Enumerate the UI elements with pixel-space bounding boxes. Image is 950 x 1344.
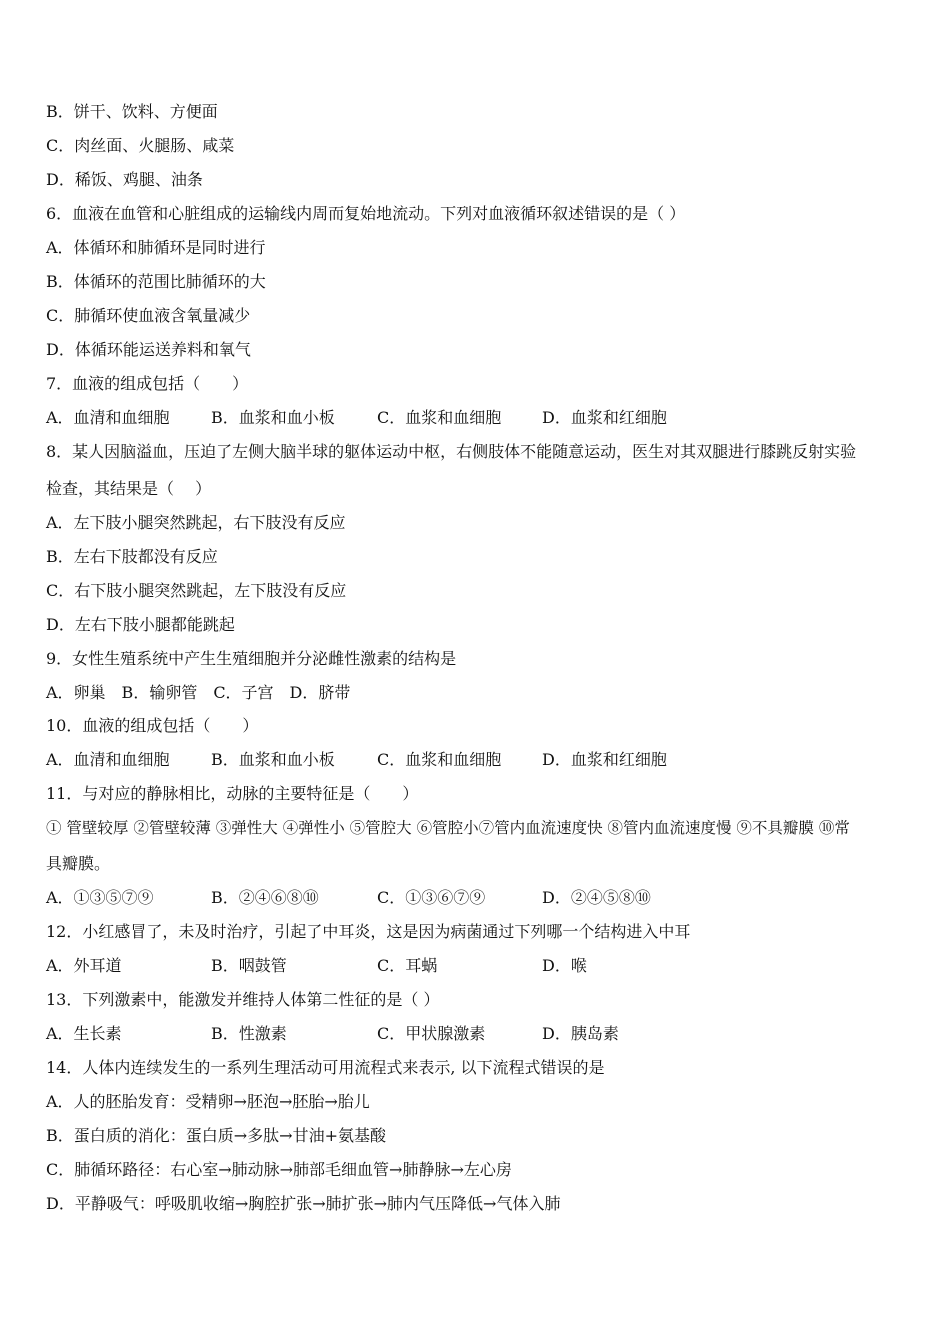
q12-option-d: D．喉 [542, 956, 587, 975]
q13-option-b: B．性激素 [211, 1024, 287, 1043]
q10-option-d: D．血浆和红细胞 [542, 750, 667, 769]
q5-option-d: D．稀饭、鸡腿、油条 [46, 170, 203, 189]
q7-option-d: D．血浆和红细胞 [542, 408, 667, 427]
q8-option-b: B．左右下肢都没有反应 [46, 547, 218, 566]
q8-option-c: C．右下肢小腿突然跳起，左下肢没有反应 [46, 581, 347, 600]
q12-option-a: A．外耳道 [46, 956, 122, 975]
q13-option-d: D．胰岛素 [542, 1024, 619, 1043]
question-8-cont: 检查，其结果是（ ） [46, 479, 212, 498]
question-7: 7．血液的组成包括（ ） [46, 374, 249, 393]
q12-option-b: B．咽鼓管 [211, 956, 287, 975]
q6-option-c: C．肺循环使血液含氧量减少 [46, 306, 251, 325]
q6-option-b: B．体循环的范围比肺循环的大 [46, 272, 266, 291]
q11-option-c: C．①③⑥⑦⑨ [377, 888, 486, 907]
question-11-items: ① 管壁较厚 ②管壁较薄 ③弹性大 ④弹性小 ⑤管腔大 ⑥管腔小⑦管内血流速度快 ⑧管内血流速度慢 ⑨不具瓣膜 ⑩常 [46, 819, 850, 837]
q7-option-b: B．血浆和血小板 [211, 408, 335, 427]
q5-option-c: C．肉丝面、火腿肠、咸菜 [46, 136, 235, 155]
q8-option-d: D．左右下肢小腿都能跳起 [46, 615, 235, 634]
q13-option-a: A．生长素 [46, 1024, 122, 1043]
q10-option-a: A．血清和血细胞 [46, 750, 170, 769]
question-13: 13．下列激素中，能激发并维持人体第二性征的是（ ） [46, 990, 440, 1009]
q14-option-b: B．蛋白质的消化：蛋白质→多肽→甘油+氨基酸 [46, 1126, 386, 1145]
q14-option-d: D．平静吸气：呼吸肌收缩→胸腔扩张→肺扩张→肺内气压降低→气体入肺 [46, 1194, 561, 1213]
q7-option-a: A．血清和血细胞 [46, 408, 170, 427]
q12-option-c: C．耳蜗 [377, 956, 438, 975]
question-12: 12．小红感冒了，未及时治疗，引起了中耳炎，这是因为病菌通过下列哪一个结构进入中耳 [46, 922, 691, 941]
q7-option-c: C．血浆和血细胞 [377, 408, 502, 427]
q11-option-a: A．①③⑤⑦⑨ [46, 888, 154, 907]
question-8: 8．某人因脑溢血，压迫了左侧大脑半球的躯体运动中枢，右侧肢体不能随意运动，医生对其双腿进行膝跳反射实验 [46, 442, 857, 461]
q11-option-b: B．②④⑥⑧⑩ [211, 888, 319, 907]
question-10: 10．血液的组成包括（ ） [46, 716, 259, 735]
question-9: 9．女性生殖系统中产生生殖细胞并分泌雌性激素的结构是 [46, 649, 457, 668]
q5-option-b: B．饼干、饮料、方便面 [46, 102, 218, 121]
q9-options: A．卵巢 B．输卵管 C．子宫 D．脐带 [46, 683, 351, 702]
question-14: 14．人体内连续发生的一系列生理活动可用流程式来表示, 以下流程式错误的是 [46, 1058, 605, 1077]
q6-option-d: D．体循环能运送养料和氧气 [46, 340, 251, 359]
q14-option-a: A．人的胚胎发育：受精卵→胚泡→胚胎→胎儿 [46, 1092, 370, 1111]
question-6: 6．血液在血管和心脏组成的运输线内周而复始地流动。下列对血液循环叙述错误的是（ ） [46, 204, 686, 223]
q6-option-a: A．体循环和肺循环是同时进行 [46, 238, 266, 257]
q10-option-b: B．血浆和血小板 [211, 750, 335, 769]
question-11-items-cont: 具瓣膜。 [46, 854, 111, 873]
q14-option-c: C．肺循环路径：右心室→肺动脉→肺部毛细血管→肺静脉→左心房 [46, 1160, 512, 1179]
q11-option-d: D．②④⑤⑧⑩ [542, 888, 651, 907]
question-11: 11．与对应的静脉相比，动脉的主要特征是（ ） [46, 784, 419, 803]
q8-option-a: A．左下肢小腿突然跳起，右下肢没有反应 [46, 513, 346, 532]
q10-option-c: C．血浆和血细胞 [377, 750, 502, 769]
q13-option-c: C．甲状腺激素 [377, 1024, 486, 1043]
